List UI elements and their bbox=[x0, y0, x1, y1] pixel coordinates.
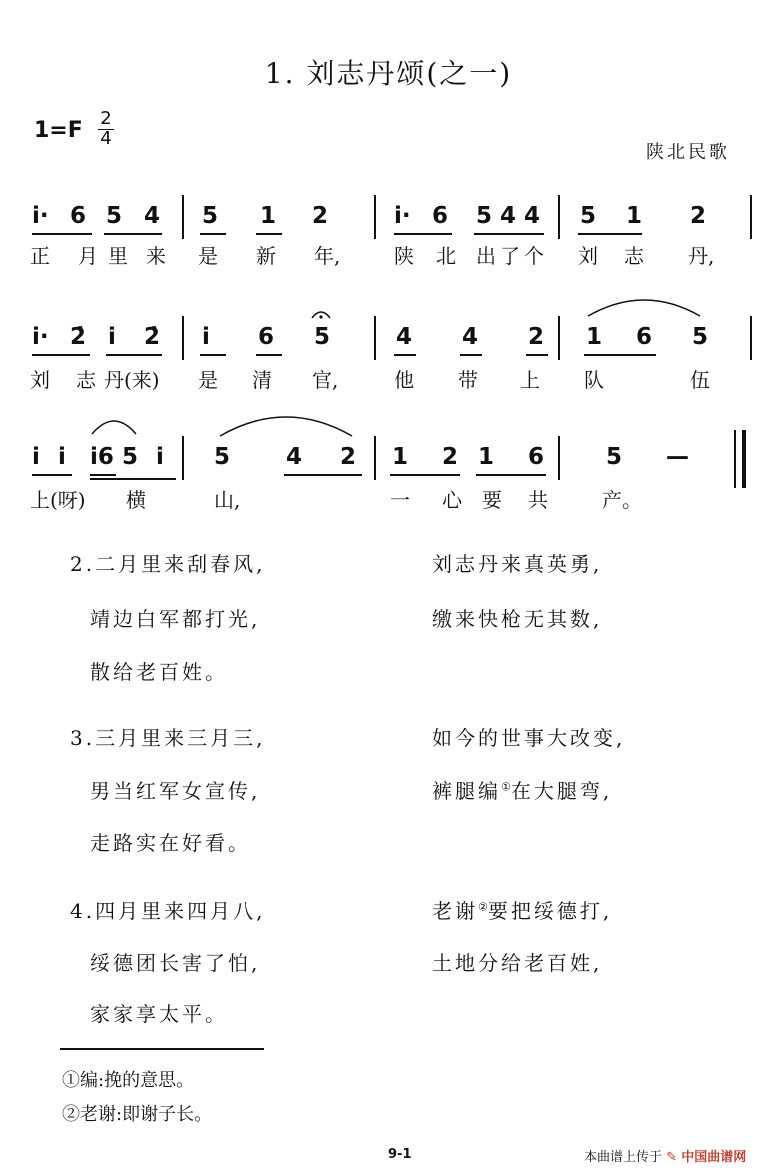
lyric: 带 bbox=[458, 368, 478, 392]
slur-icon bbox=[88, 414, 140, 436]
verse-line: 缴来快枪无其数, bbox=[432, 607, 603, 631]
lyric: 是 bbox=[198, 244, 218, 268]
verse-line: 土地分给老百姓, bbox=[432, 951, 603, 975]
page-title: 1. 刘志丹颂(之一) bbox=[264, 57, 513, 90]
verse-line bbox=[432, 895, 612, 924]
lyric: 队 bbox=[584, 368, 604, 392]
footnote-mark: ① bbox=[501, 780, 511, 794]
verse-line: 家家享太平。 bbox=[90, 1002, 228, 1026]
verse-line: 2.二月里来刮春风, bbox=[70, 552, 266, 576]
lyric: 一 bbox=[390, 488, 410, 512]
lyric: 来 bbox=[146, 244, 166, 268]
lyric: 心 bbox=[442, 488, 462, 512]
lyric: 志 bbox=[76, 368, 96, 392]
slur-icon bbox=[216, 410, 356, 438]
score-line-1: i· 6 5 4 5 1 2 i· 6 5 4 4 5 1 2 bbox=[30, 203, 760, 263]
lyric: 是 bbox=[198, 368, 218, 392]
lyric: 丹(来) bbox=[104, 368, 160, 392]
verse-line: 走路实在好看。 bbox=[90, 831, 251, 855]
verse-line: 男当红军女宣传, bbox=[90, 779, 261, 803]
lyric: 年, bbox=[314, 244, 341, 268]
lyric: 共 bbox=[528, 488, 548, 512]
lyric: 个 bbox=[524, 244, 544, 268]
watermark-site: 中国曲谱网 bbox=[681, 1150, 747, 1165]
verse-line: 4.四月里来四月八, bbox=[70, 899, 266, 923]
lyric: 要 bbox=[482, 488, 502, 512]
lyric: 他 bbox=[394, 368, 414, 392]
verse-text: 要把绥德打, bbox=[487, 899, 613, 923]
lyric: 清 bbox=[252, 368, 272, 392]
time-denominator: 4 bbox=[100, 128, 112, 149]
footnote-divider bbox=[60, 1048, 264, 1050]
verse-text: 老谢 bbox=[432, 899, 478, 923]
watermark-logo-icon: ✎ bbox=[666, 1150, 678, 1165]
lyric: 丹, bbox=[688, 244, 715, 268]
lyric: 刘 bbox=[30, 368, 50, 392]
lyric: 志 bbox=[624, 244, 644, 268]
lyric: 官, bbox=[312, 368, 339, 392]
lyric: 横 bbox=[126, 488, 146, 512]
footnote: ②老谢:即谢子长。 bbox=[62, 1104, 213, 1125]
page-number: 9-1 bbox=[388, 1147, 412, 1162]
lyric: 陕 bbox=[394, 244, 414, 268]
lyric: 伍 bbox=[690, 368, 710, 392]
lyric: 刘 bbox=[578, 244, 598, 268]
verse-line bbox=[432, 775, 612, 804]
verse-line: 刘志丹来真英勇, bbox=[432, 552, 603, 576]
verse-line: 靖边白军都打光, bbox=[90, 607, 261, 631]
lyric: 产。 bbox=[602, 488, 642, 512]
verse-line: 如今的世事大改变, bbox=[432, 726, 626, 750]
slur-icon bbox=[584, 294, 704, 318]
lyric: 上(呀) bbox=[30, 488, 86, 512]
lyric: 了 bbox=[500, 244, 520, 268]
lyric: 出 bbox=[476, 244, 496, 268]
time-signature bbox=[98, 110, 114, 148]
lyric: 新 bbox=[256, 244, 276, 268]
lyric: 里 bbox=[108, 244, 128, 268]
lyric: 北 bbox=[436, 244, 456, 268]
watermark-prefix: 本曲谱上传于 bbox=[584, 1150, 663, 1165]
lyric: 上 bbox=[520, 368, 540, 392]
footnote-mark: ② bbox=[478, 900, 488, 914]
verse-line: 散给老百姓。 bbox=[90, 660, 228, 684]
lyric: 正 bbox=[30, 244, 50, 268]
song-source: 陕北民歌 bbox=[646, 142, 730, 163]
score-line-3: i i i6 5 i 5 4 2 1 2 1 6 5 — bbox=[30, 444, 760, 504]
lyric: 月 bbox=[78, 244, 98, 268]
key-signature: 1=F bbox=[34, 118, 83, 143]
time-numerator: 2 bbox=[98, 110, 114, 130]
verse-line: 3.三月里来三月三, bbox=[70, 726, 266, 750]
verse-text: 在大腿弯, bbox=[510, 779, 613, 803]
score-line-2: i· 2̇ i 2̇ i 6 5 4 4 2 1 6 5 bbox=[30, 324, 760, 384]
watermark bbox=[584, 1146, 746, 1165]
verse-line: 绥德团长害了怕, bbox=[90, 951, 261, 975]
verse-text: 裤腿编 bbox=[432, 779, 501, 803]
footnote: ①编:挽的意思。 bbox=[62, 1070, 195, 1091]
fermata-icon bbox=[310, 308, 332, 320]
lyric: 山, bbox=[214, 488, 241, 512]
